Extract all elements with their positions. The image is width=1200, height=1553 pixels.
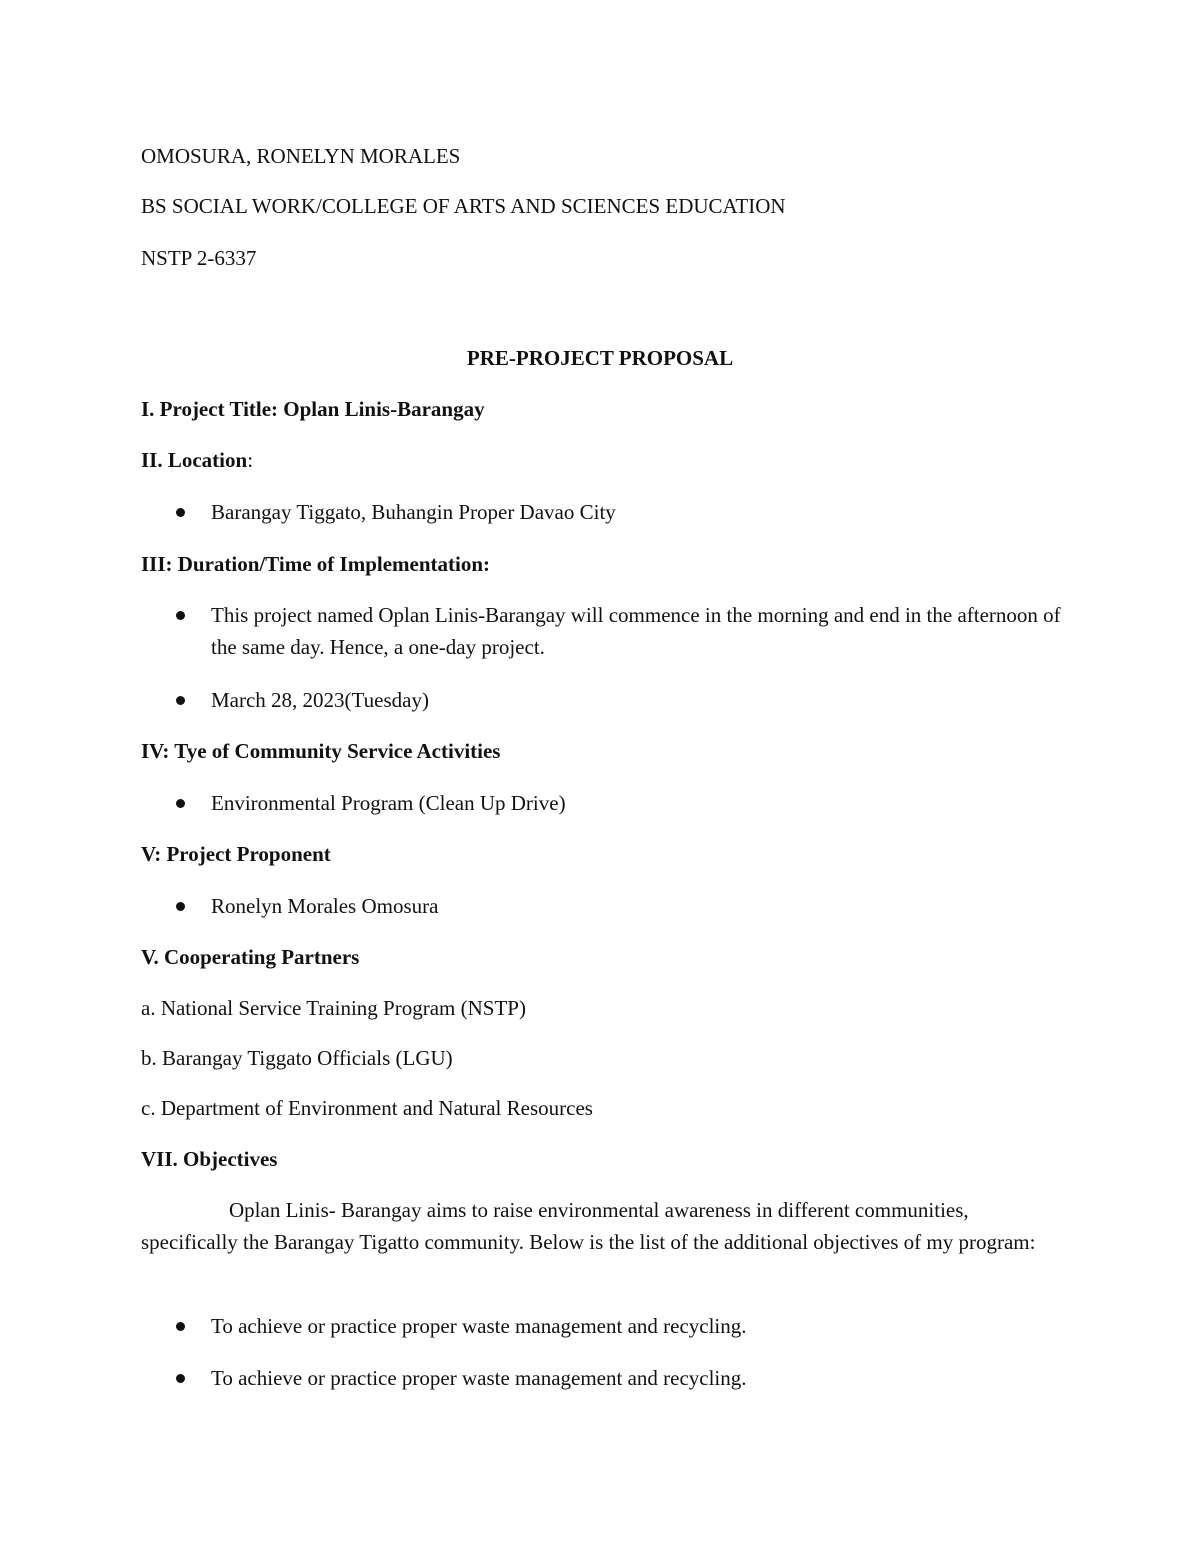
location-heading: II. Location (141, 448, 248, 472)
bullet-icon (176, 611, 185, 620)
proponent-heading: V: Project Proponent (141, 842, 331, 866)
activities-item: Environmental Program (Clean Up Drive) (211, 791, 566, 815)
project-title-heading: I. Project Title: Oplan Linis-Barangay (141, 397, 485, 421)
partner-item: c. Department of Environment and Natural Resources (141, 1096, 593, 1120)
bullet-icon (176, 799, 185, 808)
location-heading-line (141, 444, 253, 476)
duration-item: This project named Oplan Linis-Barangay will commence in the morning and end in the afternoon of the same day. Hence, a one-day project. (211, 603, 1061, 659)
bullet-icon (176, 508, 185, 517)
partner-item: b. Barangay Tiggato Officials (LGU) (141, 1046, 453, 1070)
objective-item: To achieve or practice proper waste management and recycling. (211, 1314, 747, 1338)
proponent-item: Ronelyn Morales Omosura (211, 894, 439, 918)
partners-heading: V. Cooperating Partners (141, 945, 360, 969)
duration-date-item: March 28, 2023(Tuesday) (211, 688, 429, 712)
bullet-icon (176, 902, 185, 911)
partner-item: a. National Service Training Program (NSTP) (141, 996, 526, 1020)
student-program: BS SOCIAL WORK/COLLEGE OF ARTS AND SCIENCES EDUCATION (141, 194, 786, 218)
student-name: OMOSURA, RONELYN MORALES (141, 144, 461, 168)
bullet-icon (176, 1374, 185, 1383)
bullet-icon (176, 696, 185, 705)
duration-heading: III: Duration/Time of Implementation: (141, 552, 491, 576)
objectives-heading: VII. Objectives (141, 1147, 278, 1171)
location-item: Barangay Tiggato, Buhangin Proper Davao City (211, 500, 616, 524)
location-colon: : (247, 448, 254, 472)
objectives-paragraph: Oplan Linis- Barangay aims to raise environmental awareness in different communities, specifically the Barangay Tigatto community. Below is the list of the additional objectives of my program: (141, 1198, 1036, 1254)
objective-item: To achieve or practice proper waste management and recycling. (211, 1366, 747, 1390)
document-title: PRE-PROJECT PROPOSAL (466, 346, 734, 370)
course-code: NSTP 2-6337 (141, 246, 257, 270)
activities-heading: IV: Tye of Community Service Activities (141, 739, 501, 763)
bullet-icon (176, 1322, 185, 1331)
